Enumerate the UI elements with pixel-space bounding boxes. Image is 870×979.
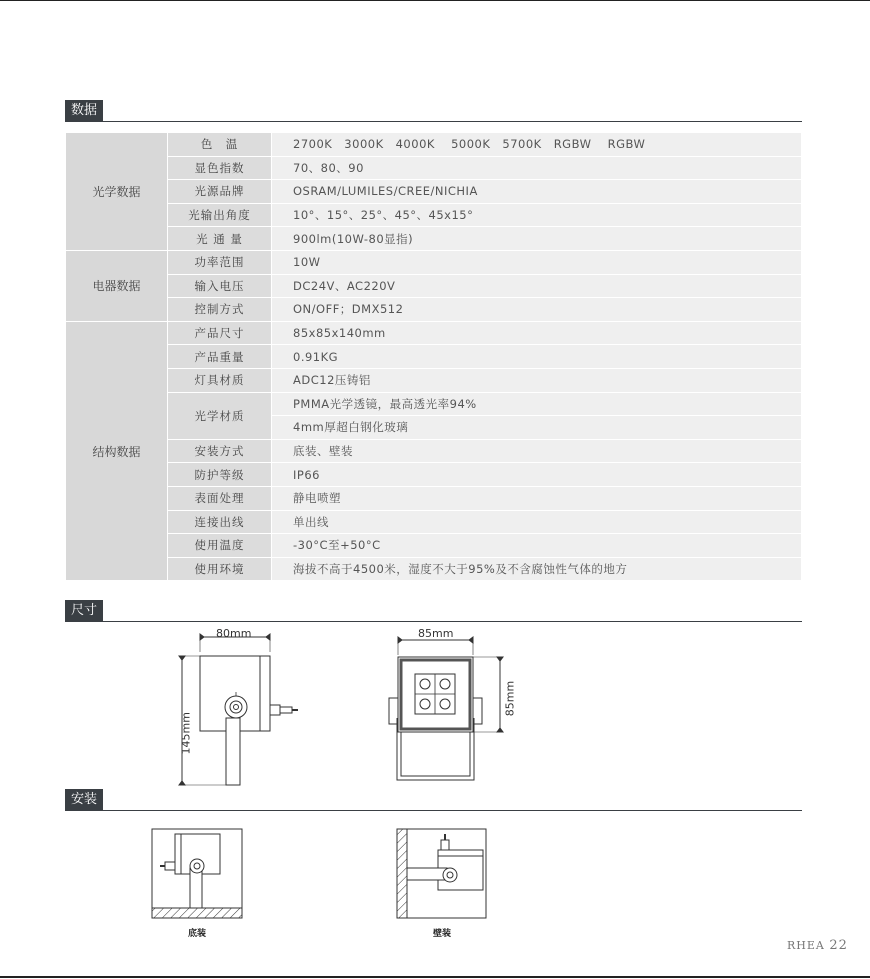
dim-side-height: 145mm: [179, 712, 193, 755]
row-value: 4mm厚超白钢化玻璃: [272, 416, 802, 440]
table-row: [66, 510, 802, 534]
category-optical: 光学数据: [66, 133, 168, 251]
category-electrical: 电器数据: [66, 250, 168, 321]
table-row: [66, 274, 802, 298]
row-label: 防护等级: [168, 463, 272, 487]
row-label: 光学材质: [168, 392, 272, 439]
row-label: 显色指数: [168, 156, 272, 180]
row-value: 单出线: [272, 510, 802, 534]
table-row: [66, 250, 802, 274]
front-view-drawing: [380, 628, 510, 790]
caption-floor-mount: 底装: [188, 929, 207, 939]
table-row: [66, 486, 802, 510]
floor-mount-drawing: [150, 828, 245, 920]
caption-wall-mount: 壁装: [433, 929, 452, 939]
table-row: [66, 180, 802, 204]
section-title-install: 安装: [65, 789, 103, 811]
table-row: [66, 133, 802, 157]
section-header-data: [65, 100, 802, 124]
side-view-drawing: [160, 628, 310, 790]
bottom-rule: [0, 976, 870, 978]
row-value: ADC12压铸铝: [272, 368, 802, 392]
row-value: 10°、15°、25°、45°、45x15°: [272, 203, 802, 227]
row-label: 灯具材质: [168, 368, 272, 392]
row-value: PMMA光学透镜，最高透光率94%: [272, 392, 802, 416]
row-value: -30°C至+50°C: [272, 534, 802, 558]
row-value: 2700K 3000K 4000K 5000K 5700K RGBW RGBW: [272, 133, 802, 157]
table-row: [66, 321, 802, 345]
row-value: 70、80、90: [272, 156, 802, 180]
section-title-size: 尺寸: [65, 600, 103, 622]
row-label: 表面处理: [168, 486, 272, 510]
section-header-size: [65, 600, 802, 624]
row-value: 海拔不高于4500米，湿度不大于95%及不含腐蚀性气体的地方: [272, 557, 802, 581]
table-row: [66, 392, 802, 416]
row-value: 静电喷塑: [272, 486, 802, 510]
table-row: [66, 203, 802, 227]
dim-front-height: 85mm: [503, 680, 517, 717]
page-footer: [787, 938, 848, 953]
row-label: 产品尺寸: [168, 321, 272, 345]
wall-mount-drawing: [395, 828, 490, 920]
table-row: [66, 368, 802, 392]
row-value: 85x85x140mm: [272, 321, 802, 345]
row-label: 色 温: [168, 133, 272, 157]
row-label: 控制方式: [168, 298, 272, 322]
row-value: DC24V、AC220V: [272, 274, 802, 298]
row-value: 10W: [272, 250, 802, 274]
row-value: 0.91KG: [272, 345, 802, 369]
page-number: 22: [829, 938, 848, 953]
row-label: 产品重量: [168, 345, 272, 369]
section-header-install: [65, 789, 802, 813]
section-title-data: 数据: [65, 100, 103, 122]
table-row: [66, 298, 802, 322]
brand-name: RHEA: [787, 939, 825, 952]
section-rule: [65, 810, 802, 811]
table-row: [66, 345, 802, 369]
section-rule: [65, 121, 802, 122]
row-value: 900lm(10W-80显指): [272, 227, 802, 251]
table-row: [66, 463, 802, 487]
row-value: IP66: [272, 463, 802, 487]
row-value: OSRAM/LUMILES/CREE/NICHIA: [272, 180, 802, 204]
section-rule: [65, 621, 802, 622]
row-value: 底装、壁装: [272, 439, 802, 463]
category-structural: 结构数据: [66, 321, 168, 581]
dim-front-width: 85mm: [418, 627, 454, 640]
row-label: 输入电压: [168, 274, 272, 298]
table-row: [66, 534, 802, 558]
table-row: [66, 557, 802, 581]
table-row: [66, 156, 802, 180]
table-row: [66, 439, 802, 463]
top-rule: [0, 0, 870, 1]
row-label: 使用温度: [168, 534, 272, 558]
row-value: ON/OFF；DMX512: [272, 298, 802, 322]
row-label: 使用环境: [168, 557, 272, 581]
row-label: 功率范围: [168, 250, 272, 274]
spec-table: [65, 132, 802, 581]
row-label: 安装方式: [168, 439, 272, 463]
row-label: 连接出线: [168, 510, 272, 534]
row-label: 光 通 量: [168, 227, 272, 251]
row-label: 光输出角度: [168, 203, 272, 227]
dim-side-width: 80mm: [216, 627, 252, 640]
row-label: 光源品牌: [168, 180, 272, 204]
table-row: [66, 227, 802, 251]
